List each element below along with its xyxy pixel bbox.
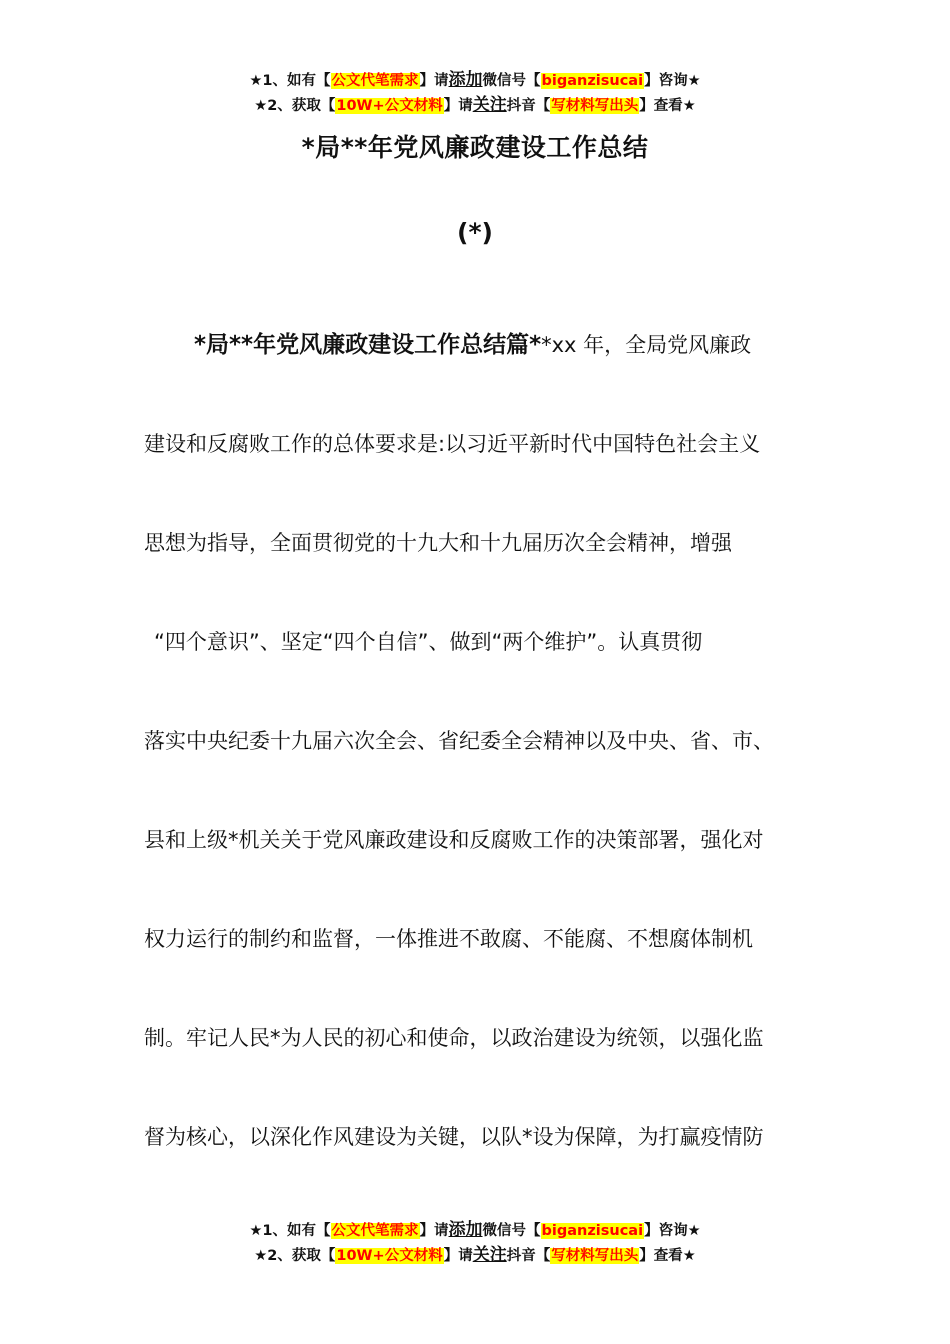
banner-underline-follow: 关注 xyxy=(472,1245,507,1265)
banner-line-1: ★1、如有【公文代笔需求】请添加微信号【biganzisucai】咨询★ xyxy=(249,1220,701,1240)
banner-highlight-materials: 10W+公文材料 xyxy=(336,98,443,114)
body-line: 思想为指导，全面贯彻党的十九大和十九届历次全会精神，增强 xyxy=(144,531,732,555)
document-subtitle: (*) xyxy=(457,218,493,247)
body-line: 县和上级*机关关于党风廉政建设和反腐败工作的决策部署，强化对 xyxy=(144,828,764,852)
document-title: *局**年党风廉政建设工作总结 xyxy=(301,133,649,162)
banner-wechat-id: biganzisucai xyxy=(541,1223,644,1239)
banner-highlight-service: 公文代笔需求 xyxy=(331,1223,419,1239)
banner-underline-add: 添加 xyxy=(448,1220,483,1240)
document-body xyxy=(144,296,808,1187)
body-line: 督为核心，以深化作风建设为关键，以队*设为保障，为打赢疫情防 xyxy=(144,1125,764,1149)
banner-highlight-service: 公文代笔需求 xyxy=(331,73,419,89)
banner-underline-follow: 关注 xyxy=(472,95,507,115)
body-line: 权力运行的制约和监督，一体推进不敢腐、不能腐、不想腐体制机 xyxy=(144,927,753,951)
banner-douyin-id: 写材料写出头 xyxy=(551,98,639,114)
banner-highlight-materials: 10W+公文材料 xyxy=(336,1248,443,1264)
banner-wechat-id: biganzisucai xyxy=(541,73,644,89)
banner-line-2: ★2、获取【10W+公文材料】请关注抖音【写材料写出头】查看★ xyxy=(254,1245,696,1265)
body-line: *局**年党风廉政建设工作总结篇**xx 年，全局党风廉政 xyxy=(144,296,808,395)
bottom-banner xyxy=(0,1218,950,1268)
lead-heading: *局**年党风廉政建设工作总结篇* xyxy=(194,332,542,358)
banner-line-1: ★1、如有【公文代笔需求】请添加微信号【biganzisucai】咨询★ xyxy=(249,70,701,90)
body-line: “四个意识”、坚定“四个自信”、做到“两个维护”。认真贯彻 xyxy=(154,630,703,654)
body-line: 制。牢记人民*为人民的初心和使命，以政治建设为统领，以强化监 xyxy=(144,1026,764,1050)
top-banner xyxy=(0,68,950,118)
banner-underline-add: 添加 xyxy=(448,70,483,90)
banner-douyin-id: 写材料写出头 xyxy=(551,1248,639,1264)
body-line: 建设和反腐败工作的总体要求是:以习近平新时代中国特色社会主义 xyxy=(144,432,761,456)
banner-line-2: ★2、获取【10W+公文材料】请关注抖音【写材料写出头】查看★ xyxy=(254,95,696,115)
body-line: 落实中央纪委十九届六次全会、省纪委全会精神以及中央、省、市、 xyxy=(144,729,774,753)
